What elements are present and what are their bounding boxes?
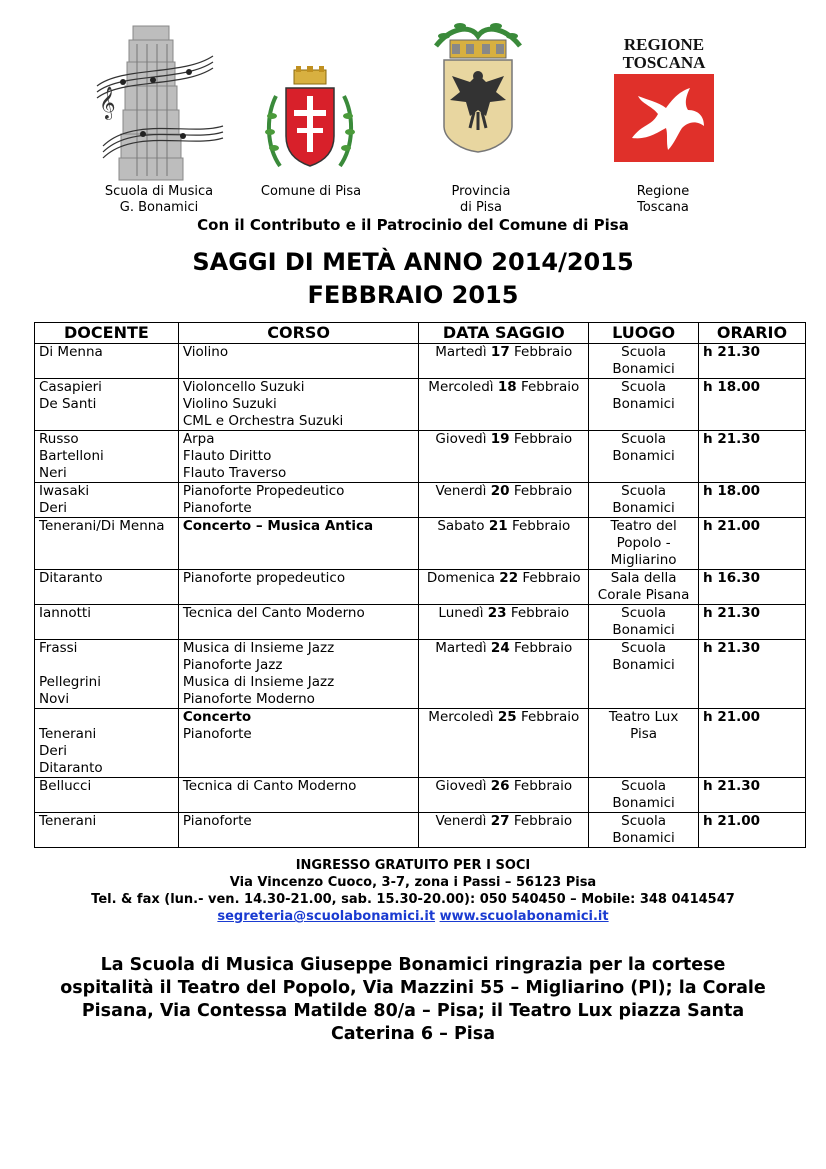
cell-corso <box>178 709 419 778</box>
footer-admission: INGRESSO GRATUITO PER I SOCI <box>295 858 531 873</box>
luogo-line: Sala della <box>610 570 677 586</box>
thanks-paragraph: La Scuola di Musica Giuseppe Bonamici ringrazia per la cortese ospitalità il Teatro del Popolo, Via Mazzini 55 – Migliarino (PI); la Corale Pisana, Via Contessa Matilde 80/a – Pisa; il Teatro Lux piazza Santa Caterina 6 – Pisa <box>60 955 766 1044</box>
caption-line: di Pisa <box>460 200 502 215</box>
date-month: Febbraio <box>520 379 580 395</box>
cell-luogo <box>589 483 699 518</box>
date-month: Febbraio <box>513 431 573 447</box>
table-row <box>35 518 806 570</box>
date-number: 19 <box>490 431 510 447</box>
caption-line: G. Bonamici <box>119 200 199 215</box>
corso-line: Pianoforte <box>182 813 252 829</box>
date-day: Giovedì <box>435 431 487 447</box>
docente-line: Frassi <box>39 640 78 656</box>
regione-toscana-logo-icon <box>612 34 716 166</box>
date-day: Giovedì <box>435 778 487 794</box>
cell-luogo <box>589 605 699 640</box>
cell-luogo <box>589 344 699 379</box>
header-corso: CORSO <box>178 323 419 344</box>
cell-docente <box>35 518 179 570</box>
date-month: Febbraio <box>514 640 573 656</box>
date-day: Mercoledì <box>428 379 494 395</box>
docente-line: Neri <box>39 465 67 481</box>
cell-luogo <box>589 640 699 709</box>
cell-orario: h 21.30 <box>699 344 806 379</box>
docente-line: Ditaranto <box>39 570 103 586</box>
corso-line: Pianoforte <box>182 726 252 742</box>
luogo-line: Scuola <box>621 778 667 794</box>
header-docente: DOCENTE <box>35 323 179 344</box>
date-day: Martedì <box>435 640 487 656</box>
table-row <box>35 640 806 709</box>
luogo-line: Popolo - <box>616 535 671 551</box>
corso-line: Pianoforte Moderno <box>182 691 315 707</box>
luogo-line: Bonamici <box>612 396 675 412</box>
docente-line <box>39 657 174 674</box>
table-row <box>35 709 806 778</box>
luogo-line: Scuola <box>621 605 667 621</box>
cell-docente <box>35 605 179 640</box>
cell-luogo <box>589 778 699 813</box>
docente-line: Tenerani <box>39 726 97 742</box>
date-day: Domenica <box>426 570 495 586</box>
table-row <box>35 379 806 431</box>
table-row <box>35 813 806 848</box>
docente-line: Iannotti <box>39 605 91 621</box>
table-body <box>35 344 806 848</box>
corso-line: Tecnica di Canto Moderno <box>182 778 357 794</box>
cell-data-saggio <box>419 344 589 379</box>
cell-corso <box>178 518 419 570</box>
date-number: 26 <box>490 778 510 794</box>
date-number: 22 <box>499 570 519 586</box>
cell-orario: h 21.30 <box>699 640 806 709</box>
corso-line: Flauto Diritto <box>182 448 272 464</box>
cell-data-saggio <box>419 605 589 640</box>
cell-docente <box>35 431 179 483</box>
luogo-line: Bonamici <box>612 361 675 377</box>
footer-links <box>0 908 826 925</box>
cell-docente <box>35 379 179 431</box>
cell-docente <box>35 640 179 709</box>
cell-data-saggio <box>419 483 589 518</box>
date-day: Sabato <box>437 518 485 534</box>
docente-line: Deri <box>39 500 68 516</box>
corso-line: CML e Orchestra Suzuki <box>182 413 344 429</box>
corso-line: Musica di Insieme Jazz <box>182 640 335 656</box>
cell-orario: h 21.30 <box>699 431 806 483</box>
table-row <box>35 431 806 483</box>
date-month: Febbraio <box>514 344 573 360</box>
cell-orario: h 16.30 <box>699 570 806 605</box>
corso-line: Violino <box>182 344 229 360</box>
header-data-saggio: DATA SAGGIO <box>419 323 589 344</box>
date-day: Martedì <box>435 344 487 360</box>
corso-line: Pianoforte Jazz <box>182 657 283 673</box>
cell-orario: h 21.00 <box>699 813 806 848</box>
date-number: 17 <box>490 344 510 360</box>
cell-luogo <box>589 570 699 605</box>
cell-corso <box>178 344 419 379</box>
corso-line: Pianoforte propedeutico <box>182 570 346 586</box>
docente-line: Bartelloni <box>39 448 104 464</box>
cell-docente <box>35 778 179 813</box>
docente-line: Ditaranto <box>39 760 103 776</box>
luogo-line: Scuola <box>621 483 667 499</box>
footer-address: Via Vincenzo Cuoco, 3-7, zona i Passi – 56123 Pisa <box>229 875 597 890</box>
provincia-coat-of-arms-icon <box>430 16 526 154</box>
corso-line: Concerto <box>182 709 252 725</box>
date-number: 18 <box>497 379 517 395</box>
docente-line: De Santi <box>39 396 97 412</box>
cell-corso <box>178 570 419 605</box>
bonamici-logo-icon <box>93 16 225 184</box>
date-number: 24 <box>490 640 510 656</box>
cell-orario: h 18.00 <box>699 379 806 431</box>
cell-orario: h 21.00 <box>699 518 806 570</box>
date-month: Febbraio <box>513 483 573 499</box>
docente-line <box>39 709 174 726</box>
date-day: Venerdì <box>435 483 487 499</box>
cell-luogo <box>589 813 699 848</box>
luogo-line: Teatro del <box>610 518 677 534</box>
date-month: Febbraio <box>513 778 573 794</box>
date-day: Lunedì <box>438 605 484 621</box>
corso-line: Musica di Insieme Jazz <box>182 674 335 690</box>
header-orario: ORARIO <box>699 323 806 344</box>
docente-line: Deri <box>39 743 68 759</box>
cell-luogo <box>589 379 699 431</box>
luogo-line: Bonamici <box>612 448 675 464</box>
caption-line: Scuola di Musica <box>104 184 214 199</box>
corso-line: Concerto – Musica Antica <box>182 518 374 534</box>
date-number: 27 <box>490 813 510 829</box>
footer-phone: Tel. & fax (lun.- ven. 14.30-21.00, sab. 15.30-20.00): 050 540450 – Mobile: 348 0414547 <box>91 892 735 907</box>
cell-data-saggio <box>419 431 589 483</box>
corso-line: Pianoforte Propedeutico <box>182 483 345 499</box>
email-link[interactable]: segreteria@scuolabonamici.it <box>217 909 436 924</box>
table-row <box>35 778 806 813</box>
luogo-line: Bonamici <box>612 830 675 846</box>
cell-orario: h 18.00 <box>699 483 806 518</box>
cell-data-saggio <box>419 778 589 813</box>
corso-line: Pianoforte <box>182 500 252 516</box>
date-number: 25 <box>497 709 517 725</box>
luogo-line: Scuola <box>621 640 667 656</box>
luogo-line: Bonamici <box>612 500 675 516</box>
luogo-line: Teatro Lux <box>608 709 679 725</box>
caption-line: Provincia <box>451 184 511 199</box>
cell-docente <box>35 570 179 605</box>
table-header-row <box>35 323 806 344</box>
bonamici-caption <box>92 184 226 216</box>
luogo-line: Scuola <box>621 813 667 829</box>
page-subtitle: FEBBRAIO 2015 <box>307 281 519 309</box>
docente-line: Tenerani <box>39 813 97 829</box>
docente-line: Novi <box>39 691 70 707</box>
luogo-line: Bonamici <box>612 657 675 673</box>
corso-line: Arpa <box>182 431 215 447</box>
docente-line: Casapieri <box>39 379 102 395</box>
table-row <box>35 483 806 518</box>
header-luogo: LUOGO <box>589 323 699 344</box>
date-month: Febbraio <box>511 518 571 534</box>
docente-line: Pellegrini <box>39 674 101 690</box>
cell-data-saggio <box>419 379 589 431</box>
regione-logo-word-1: REGIONE <box>623 35 705 54</box>
cell-corso <box>178 605 419 640</box>
cell-luogo <box>589 709 699 778</box>
docente-line: Di Menna <box>39 344 103 360</box>
cell-docente <box>35 709 179 778</box>
cell-orario: h 21.30 <box>699 778 806 813</box>
cell-data-saggio <box>419 640 589 709</box>
cell-orario: h 21.30 <box>699 605 806 640</box>
patronage-line: Con il Contributo e il Patrocinio del Comune di Pisa <box>197 216 629 234</box>
svg-text:𝄞: 𝄞 <box>99 86 116 119</box>
date-month: Febbraio <box>520 709 580 725</box>
docente-line: Tenerani/Di Menna <box>39 518 165 534</box>
caption-line: Comune di Pisa <box>260 184 362 199</box>
website-link[interactable]: www.scuolabonamici.it <box>439 909 609 924</box>
table-row <box>35 570 806 605</box>
corso-line: Tecnica del Canto Moderno <box>182 605 365 621</box>
table-row <box>35 344 806 379</box>
luogo-line: Corale Pisana <box>597 587 690 603</box>
cell-corso <box>178 813 419 848</box>
date-day: Venerdì <box>435 813 487 829</box>
date-number: 23 <box>487 605 507 621</box>
cell-corso <box>178 483 419 518</box>
regione-logo-word-2: TOSCANA <box>622 53 706 72</box>
docente-line: Iwasaki <box>39 483 90 499</box>
luogo-line: Scuola <box>621 431 667 447</box>
cell-luogo <box>589 518 699 570</box>
cell-data-saggio <box>419 570 589 605</box>
cell-corso <box>178 778 419 813</box>
page-title: SAGGI DI METÀ ANNO 2014/2015 <box>192 248 634 276</box>
date-day: Mercoledì <box>428 709 494 725</box>
corso-line: Violino Suzuki <box>182 396 277 412</box>
cell-docente <box>35 813 179 848</box>
regione-caption <box>596 184 730 216</box>
schedule-table <box>34 322 806 848</box>
luogo-line: Pisa <box>630 726 658 742</box>
pisa-coat-of-arms-icon <box>262 66 358 178</box>
cell-orario: h 21.00 <box>699 709 806 778</box>
caption-line: Regione <box>636 184 690 199</box>
docente-line: Russo <box>39 431 79 447</box>
luogo-line: Migliarino <box>610 552 677 568</box>
cell-data-saggio <box>419 518 589 570</box>
luogo-line: Scuola <box>621 379 667 395</box>
cell-data-saggio <box>419 709 589 778</box>
date-month: Febbraio <box>510 605 570 621</box>
date-month: Febbraio <box>522 570 581 586</box>
cell-data-saggio <box>419 813 589 848</box>
cell-corso <box>178 640 419 709</box>
date-month: Febbraio <box>513 813 573 829</box>
cell-corso <box>178 379 419 431</box>
caption-line: Toscana <box>637 200 689 215</box>
date-number: 20 <box>490 483 510 499</box>
corso-line: Flauto Traverso <box>182 465 287 481</box>
luogo-line: Scuola <box>621 344 667 360</box>
table-row <box>35 605 806 640</box>
provincia-caption <box>414 184 548 216</box>
cell-docente <box>35 344 179 379</box>
cell-corso <box>178 431 419 483</box>
cell-luogo <box>589 431 699 483</box>
cell-docente <box>35 483 179 518</box>
luogo-line: Bonamici <box>612 795 675 811</box>
docente-line: Bellucci <box>39 778 92 794</box>
pisa-caption <box>246 184 376 200</box>
luogo-line: Bonamici <box>612 622 675 638</box>
date-number: 21 <box>488 518 508 534</box>
footer-info <box>0 857 826 925</box>
corso-line: Violoncello Suzuki <box>182 379 305 395</box>
